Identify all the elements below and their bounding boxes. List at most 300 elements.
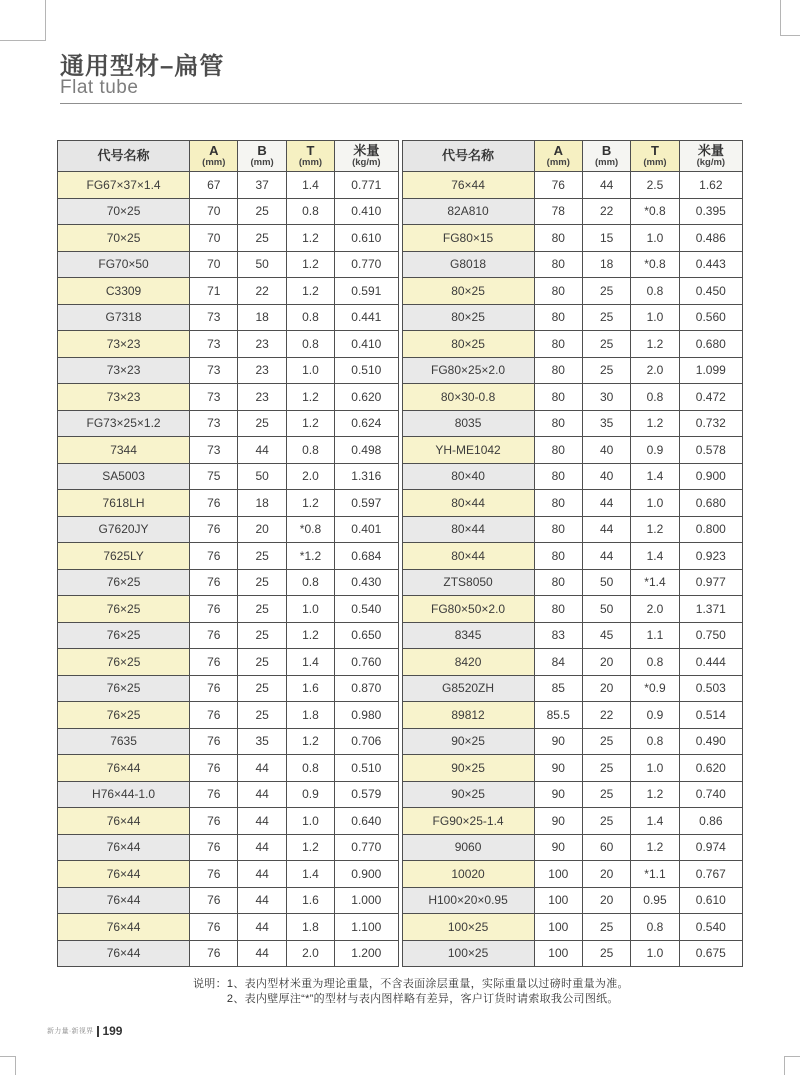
value-cell: 25 (582, 755, 630, 782)
value-cell: 0.579 (335, 781, 398, 808)
value-cell: 90 (534, 808, 582, 835)
profile-code-cell: 89812 (402, 702, 534, 729)
value-cell: 1.000 (335, 887, 398, 914)
value-cell: 83 (534, 622, 582, 649)
value-cell: 44 (238, 861, 286, 888)
value-cell: 80 (534, 278, 582, 305)
value-cell: 80 (534, 437, 582, 464)
header-row (402, 141, 743, 172)
value-cell: 0.540 (679, 914, 742, 941)
table-row (58, 622, 399, 649)
value-cell: 0.8 (286, 331, 334, 358)
value-cell: 76 (190, 702, 238, 729)
value-cell: 73 (190, 437, 238, 464)
value-cell: 44 (582, 543, 630, 570)
page-title: 通用型材–扁管 (60, 53, 225, 80)
col-header-b (582, 141, 630, 172)
col-header-unit: (mm) (643, 157, 667, 168)
value-cell: 25 (238, 702, 286, 729)
profile-code-cell: 76×25 (58, 622, 190, 649)
profile-code-cell: 76×44 (58, 755, 190, 782)
table-row (58, 543, 399, 570)
value-cell: 50 (238, 463, 286, 490)
value-cell: 0.750 (679, 622, 742, 649)
page-subtitle: Flat tube (60, 77, 139, 98)
table-row (402, 437, 743, 464)
table-row (402, 172, 743, 199)
value-cell: 1.2 (631, 834, 679, 861)
value-cell: 2.0 (631, 596, 679, 623)
value-cell: 0.95 (631, 887, 679, 914)
value-cell: 76 (190, 516, 238, 543)
table-row (402, 198, 743, 225)
profile-code-cell: 76×44 (58, 808, 190, 835)
value-cell: 23 (238, 357, 286, 384)
table-row (58, 675, 399, 702)
value-cell: 0.8 (286, 198, 334, 225)
value-cell: 0.591 (335, 278, 398, 305)
value-cell: 67 (190, 172, 238, 199)
value-cell: 0.578 (679, 437, 742, 464)
value-cell: 73 (190, 331, 238, 358)
value-cell: 0.680 (679, 490, 742, 517)
value-cell: 1.2 (286, 225, 334, 252)
profile-code-cell: 76×44 (402, 172, 534, 199)
value-cell: 100 (534, 861, 582, 888)
table-row (58, 172, 399, 199)
page-number: 199 (102, 1024, 123, 1038)
value-cell: 20 (582, 675, 630, 702)
value-cell: 20 (582, 887, 630, 914)
value-cell: 1.2 (286, 728, 334, 755)
value-cell: 80 (534, 384, 582, 411)
value-cell: 100 (534, 914, 582, 941)
value-cell: 23 (238, 384, 286, 411)
profile-code-cell: 76×44 (58, 887, 190, 914)
value-cell: 0.503 (679, 675, 742, 702)
value-cell: 1.4 (631, 808, 679, 835)
table-row (58, 463, 399, 490)
brand-text: 新力量·新视界 (47, 1028, 94, 1035)
value-cell: 1.1 (631, 622, 679, 649)
value-cell: 0.800 (679, 516, 742, 543)
value-cell: 1.2 (286, 384, 334, 411)
value-cell: 75 (190, 463, 238, 490)
value-cell: 1.4 (286, 861, 334, 888)
value-cell: 84 (534, 649, 582, 676)
profile-code-cell: FG80×15 (402, 225, 534, 252)
profile-code-cell: G8520ZH (402, 675, 534, 702)
spec-tables (57, 140, 743, 967)
value-cell: 30 (582, 384, 630, 411)
value-cell: 44 (238, 887, 286, 914)
value-cell: 0.510 (335, 755, 398, 782)
value-cell: 25 (238, 649, 286, 676)
value-cell: 20 (582, 861, 630, 888)
crop-mark-top-left (0, 0, 46, 41)
profile-code-cell: 8420 (402, 649, 534, 676)
value-cell: 1.2 (631, 410, 679, 437)
value-cell: 0.8 (631, 914, 679, 941)
value-cell: 25 (582, 304, 630, 331)
table-row (58, 596, 399, 623)
value-cell: 90 (534, 728, 582, 755)
value-cell: 1.2 (631, 781, 679, 808)
profile-code-cell: 80×44 (402, 490, 534, 517)
value-cell: *1.1 (631, 861, 679, 888)
value-cell: 50 (582, 569, 630, 596)
table-row (58, 437, 399, 464)
profile-code-cell: YH-ME1042 (402, 437, 534, 464)
profile-code-cell: FG73×25×1.2 (58, 410, 190, 437)
value-cell: 76 (190, 755, 238, 782)
value-cell: 0.974 (679, 834, 742, 861)
value-cell: 76 (190, 834, 238, 861)
profile-code-cell: 73×23 (58, 384, 190, 411)
value-cell: 85 (534, 675, 582, 702)
profile-code-cell: 7618LH (58, 490, 190, 517)
value-cell: 1.62 (679, 172, 742, 199)
value-cell: 76 (190, 728, 238, 755)
value-cell: 76 (190, 914, 238, 941)
profile-code-cell: 100×25 (402, 914, 534, 941)
value-cell: 25 (238, 198, 286, 225)
col-header-unit: (mm) (250, 157, 274, 168)
value-cell: 76 (190, 596, 238, 623)
value-cell: 44 (238, 940, 286, 967)
value-cell: 76 (190, 543, 238, 570)
header-row (58, 141, 399, 172)
value-cell: 0.560 (679, 304, 742, 331)
col-header-unit: (mm) (595, 157, 619, 168)
value-cell: 40 (582, 463, 630, 490)
table-row (402, 225, 743, 252)
col-header-t (286, 141, 334, 172)
value-cell: 80 (534, 569, 582, 596)
value-cell: 1.2 (286, 834, 334, 861)
table-row (402, 569, 743, 596)
value-cell: 70 (190, 251, 238, 278)
table-row (58, 755, 399, 782)
value-cell: 25 (238, 410, 286, 437)
value-cell: 0.977 (679, 569, 742, 596)
profile-code-cell: 7344 (58, 437, 190, 464)
value-cell: 76 (534, 172, 582, 199)
value-cell: 44 (238, 914, 286, 941)
value-cell: 0.8 (286, 755, 334, 782)
value-cell: 1.0 (631, 755, 679, 782)
value-cell: 44 (238, 781, 286, 808)
profile-code-cell: 76×44 (58, 834, 190, 861)
table-row (58, 649, 399, 676)
value-cell: 80 (534, 225, 582, 252)
value-cell: 40 (582, 437, 630, 464)
value-cell: 0.624 (335, 410, 398, 437)
value-cell: 73 (190, 410, 238, 437)
value-cell: 0.610 (679, 887, 742, 914)
value-cell: 1.8 (286, 914, 334, 941)
notes-label: 说明： (193, 978, 227, 990)
title-rule (60, 103, 742, 104)
value-cell: 0.8 (631, 649, 679, 676)
value-cell: 80 (534, 463, 582, 490)
table-row (402, 490, 743, 517)
value-cell: *1.2 (286, 543, 334, 570)
value-cell: 1.099 (679, 357, 742, 384)
value-cell: 76 (190, 781, 238, 808)
value-cell: 70 (190, 225, 238, 252)
value-cell: 90 (534, 781, 582, 808)
table-row (58, 278, 399, 305)
table-row (402, 781, 743, 808)
profile-code-cell: FG90×25-1.4 (402, 808, 534, 835)
value-cell: 1.4 (286, 649, 334, 676)
footer (47, 1024, 122, 1038)
table-row (58, 304, 399, 331)
value-cell: 0.732 (679, 410, 742, 437)
profile-code-cell: 76×44 (58, 861, 190, 888)
value-cell: 0.441 (335, 304, 398, 331)
table-row (58, 384, 399, 411)
profile-code-cell: 80×44 (402, 516, 534, 543)
col-header-label: B (601, 143, 612, 158)
value-cell: 76 (190, 940, 238, 967)
value-cell: 22 (238, 278, 286, 305)
profile-code-cell: G7318 (58, 304, 190, 331)
value-cell: 1.371 (679, 596, 742, 623)
table-row (402, 808, 743, 835)
table-row (58, 861, 399, 888)
table-row (402, 463, 743, 490)
profile-code-cell: H76×44-1.0 (58, 781, 190, 808)
value-cell: 44 (238, 808, 286, 835)
profile-code-cell: 7625LY (58, 543, 190, 570)
value-cell: 0.8 (631, 728, 679, 755)
value-cell: 35 (582, 410, 630, 437)
value-cell: 0.980 (335, 702, 398, 729)
value-cell: 25 (582, 940, 630, 967)
profile-code-cell: 73×23 (58, 331, 190, 358)
value-cell: 25 (582, 781, 630, 808)
profile-code-cell: 80×25 (402, 278, 534, 305)
value-cell: 80 (534, 357, 582, 384)
col-header-unit: (kg/m) (696, 157, 726, 168)
value-cell: 0.771 (335, 172, 398, 199)
value-cell: *0.9 (631, 675, 679, 702)
value-cell: 0.486 (679, 225, 742, 252)
value-cell: 0.680 (679, 331, 742, 358)
table-row (402, 702, 743, 729)
table-row (58, 357, 399, 384)
profile-code-cell: FG70×50 (58, 251, 190, 278)
col-header-a (534, 141, 582, 172)
crop-mark-bottom-left (0, 1056, 16, 1075)
col-header-unit: (kg/m) (352, 157, 381, 168)
notes (193, 977, 629, 1007)
value-cell: 1.4 (631, 543, 679, 570)
profile-code-cell: 76×25 (58, 702, 190, 729)
profile-code-cell: H100×20×0.95 (402, 887, 534, 914)
value-cell: 76 (190, 622, 238, 649)
value-cell: 1.0 (286, 808, 334, 835)
value-cell: 25 (238, 622, 286, 649)
table-row (58, 410, 399, 437)
value-cell: 1.4 (286, 172, 334, 199)
value-cell: 44 (238, 755, 286, 782)
value-cell: 0.8 (631, 278, 679, 305)
table-row (402, 596, 743, 623)
profile-code-cell: 80×25 (402, 304, 534, 331)
value-cell: 73 (190, 357, 238, 384)
value-cell: 15 (582, 225, 630, 252)
profile-code-cell: 9060 (402, 834, 534, 861)
spec-table-right (402, 140, 744, 967)
col-header-label: T (306, 143, 315, 158)
table-row (402, 914, 743, 941)
value-cell: 0.770 (335, 834, 398, 861)
value-cell: 0.430 (335, 569, 398, 596)
col-header-label: A (209, 143, 219, 158)
value-cell: 0.870 (335, 675, 398, 702)
value-cell: *0.8 (631, 198, 679, 225)
col-header-weight (335, 141, 398, 172)
value-cell: 1.2 (286, 278, 334, 305)
col-header-a (190, 141, 238, 172)
profile-code-cell: 7635 (58, 728, 190, 755)
table-row (402, 278, 743, 305)
profile-code-cell: 76×25 (58, 675, 190, 702)
profile-code-cell: 80×44 (402, 543, 534, 570)
value-cell: 90 (534, 755, 582, 782)
value-cell: 2.0 (286, 940, 334, 967)
value-cell: 0.86 (679, 808, 742, 835)
value-cell: 70 (190, 198, 238, 225)
value-cell: *0.8 (631, 251, 679, 278)
profile-code-cell: G8018 (402, 251, 534, 278)
crop-mark-top-right (780, 0, 800, 36)
col-header-label: A (553, 143, 563, 158)
value-cell: 18 (582, 251, 630, 278)
table-row (58, 834, 399, 861)
value-cell: 18 (238, 304, 286, 331)
value-cell: 0.401 (335, 516, 398, 543)
value-cell: 25 (238, 596, 286, 623)
value-cell: 0.510 (335, 357, 398, 384)
profile-code-cell: 73×23 (58, 357, 190, 384)
col-header-weight (679, 141, 742, 172)
value-cell: 1.100 (335, 914, 398, 941)
value-cell: 0.9 (286, 781, 334, 808)
value-cell: 1.0 (631, 940, 679, 967)
value-cell: *1.4 (631, 569, 679, 596)
profile-code-cell: 80×30-0.8 (402, 384, 534, 411)
profile-code-cell: 8345 (402, 622, 534, 649)
table-row (402, 755, 743, 782)
table-row (58, 198, 399, 225)
value-cell: 0.472 (679, 384, 742, 411)
value-cell: 2.0 (286, 463, 334, 490)
value-cell: 0.8 (631, 384, 679, 411)
value-cell: 1.0 (631, 304, 679, 331)
col-header-label: 米量 (697, 143, 724, 158)
profile-code-cell: 10020 (402, 861, 534, 888)
profile-code-cell: G7620JY (58, 516, 190, 543)
value-cell: 76 (190, 675, 238, 702)
profile-code-cell: 90×25 (402, 728, 534, 755)
value-cell: 25 (582, 278, 630, 305)
table-row (58, 251, 399, 278)
table-row (402, 861, 743, 888)
value-cell: 50 (582, 596, 630, 623)
value-cell: 0.740 (679, 781, 742, 808)
profile-code-cell: 8035 (402, 410, 534, 437)
profile-code-cell: 76×44 (58, 940, 190, 967)
value-cell: 1.6 (286, 887, 334, 914)
table-row (402, 543, 743, 570)
profile-code-cell: 80×40 (402, 463, 534, 490)
value-cell: 80 (534, 304, 582, 331)
value-cell: 1.200 (335, 940, 398, 967)
table-row (402, 675, 743, 702)
profile-code-cell: 100×25 (402, 940, 534, 967)
col-header-label: T (650, 143, 659, 158)
table-row (58, 940, 399, 967)
value-cell: 37 (238, 172, 286, 199)
table-row (58, 516, 399, 543)
value-cell: 0.650 (335, 622, 398, 649)
crop-mark-bottom-right (784, 1056, 800, 1075)
profile-code-cell: 70×25 (58, 198, 190, 225)
value-cell: 80 (534, 543, 582, 570)
value-cell: 0.450 (679, 278, 742, 305)
table-row (402, 622, 743, 649)
table-row (402, 516, 743, 543)
value-cell: 80 (534, 596, 582, 623)
value-cell: 20 (582, 649, 630, 676)
value-cell: 80 (534, 490, 582, 517)
value-cell: *0.8 (286, 516, 334, 543)
value-cell: 1.0 (286, 357, 334, 384)
value-cell: 0.9 (631, 437, 679, 464)
value-cell: 80 (534, 410, 582, 437)
value-cell: 1.0 (631, 225, 679, 252)
value-cell: 100 (534, 940, 582, 967)
table-row (402, 304, 743, 331)
value-cell: 44 (582, 516, 630, 543)
notes-lines (227, 977, 629, 1007)
value-cell: 44 (582, 490, 630, 517)
profile-code-cell: 76×25 (58, 649, 190, 676)
value-cell: 1.0 (286, 596, 334, 623)
value-cell: 76 (190, 861, 238, 888)
value-cell: 60 (582, 834, 630, 861)
value-cell: 0.443 (679, 251, 742, 278)
value-cell: 0.684 (335, 543, 398, 570)
value-cell: 76 (190, 490, 238, 517)
col-header-unit: (mm) (298, 157, 323, 168)
value-cell: 1.2 (286, 490, 334, 517)
value-cell: 0.490 (679, 728, 742, 755)
profile-code-cell: 82A810 (402, 198, 534, 225)
table-row (58, 702, 399, 729)
table-row (58, 808, 399, 835)
table-row (58, 728, 399, 755)
value-cell: 2.0 (631, 357, 679, 384)
value-cell: 44 (582, 172, 630, 199)
value-cell: 0.444 (679, 649, 742, 676)
value-cell: 0.760 (335, 649, 398, 676)
col-header-label: 代号名称 (442, 148, 495, 163)
